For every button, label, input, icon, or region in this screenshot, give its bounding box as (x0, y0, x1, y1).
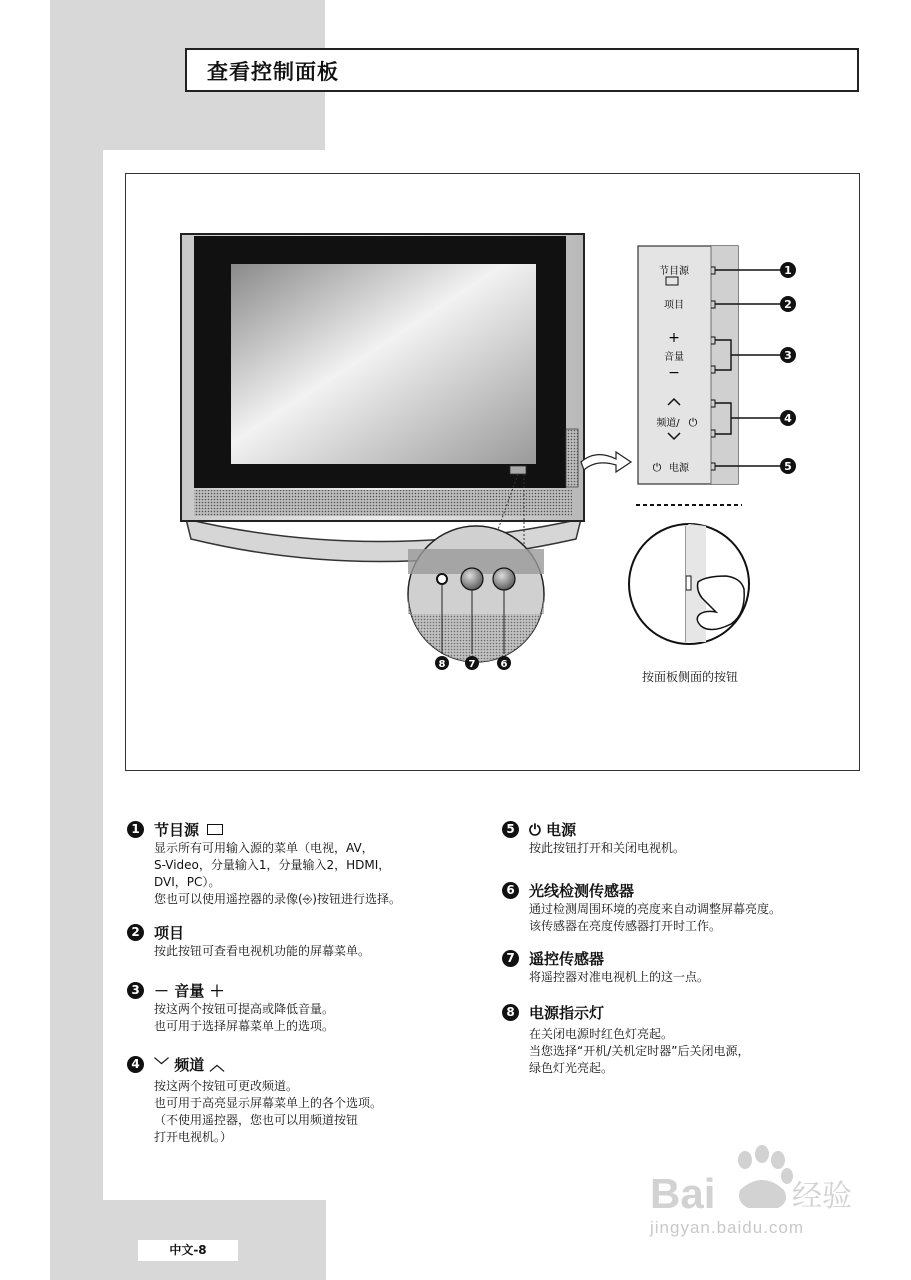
panel-label-channel: 频道/ (656, 418, 680, 429)
svg-text:8: 8 (438, 659, 446, 670)
item-1-title: 节目源 (154, 820, 200, 839)
tv-diagram (126, 174, 861, 772)
item-3-body: 按这两个按钮可提高或降低音量。 也可用于选择屏幕菜单上的选项。 (154, 1002, 335, 1033)
item-3: 3 － 音量 ＋ 按这两个按钮可提高或降低音量。 也可用于选择屏幕菜单上的选项。 (127, 979, 467, 1035)
item-4-title: ﹀ 频道 ︿ (154, 1055, 225, 1074)
callout-2 (780, 296, 796, 312)
item-7: 7 遥控传感器 将遥控器对准电视机上的这一点。 (502, 947, 862, 986)
input-source-icon (207, 824, 223, 835)
page-title-box (185, 48, 859, 92)
baidu-watermark-logo (640, 1140, 870, 1260)
svg-text:−: − (668, 365, 680, 381)
svg-text:5: 5 (784, 460, 792, 473)
callout-5 (780, 458, 796, 474)
speaker-grille (194, 490, 572, 516)
page-title: 查看控制面板 (207, 60, 339, 84)
item-1: 1 节目源 显示所有可用输入源的菜单（电视，AV， S-Video，分量输入1，分量输入2，HDMI， DVI，PC）。 您也可以使用遥控器的录像(⎆)按钮进行选择。 (127, 818, 467, 908)
item-8-body: 在关闭电源时红色灯亮起。 当您选择“开机/关机定时器”后关闭电源， 绿色灯光亮起。 (529, 1027, 750, 1075)
item-3-title: － 音量 ＋ (154, 981, 225, 1000)
arrow-to-panel (581, 452, 631, 472)
callout-6 (497, 656, 511, 670)
svg-text:3: 3 (784, 349, 792, 362)
svg-text:+: + (668, 330, 680, 346)
svg-text:Bai: Bai (650, 1170, 716, 1217)
callout-4 (780, 410, 796, 426)
svg-text:⏻: ⏻ (688, 416, 698, 429)
item-2-body: 按此按钮可查看电视机功能的屏幕菜单。 (154, 944, 371, 958)
svg-text:2: 2 (784, 298, 792, 311)
panel-label-menu: 项目 (664, 300, 684, 311)
item-6-body: 通过检测周围环境的亮度来自动调整屏幕亮度。 该传感器在亮度传感器打开时工作。 (529, 902, 782, 933)
svg-text:⏻: ⏻ (652, 461, 662, 474)
gray-margin-side (50, 150, 103, 1280)
panel-label-power: 电源 (669, 463, 689, 474)
svg-text:6: 6 (500, 659, 508, 670)
side-panel-caption: 按面板侧面的按钮 (642, 670, 739, 684)
item-2-title: 项目 (154, 923, 185, 942)
svg-text:7: 7 (468, 659, 476, 670)
item-5-body: 按此按钮打开和关闭电视机。 (529, 841, 686, 855)
item-2: 2 项目 按此按钮可查看电视机功能的屏幕菜单。 (127, 921, 467, 960)
item-8-title: 电源指示灯 (529, 1003, 605, 1022)
svg-text:1: 1 (784, 264, 792, 277)
item-4: 4 ﹀ 频道 ︿ 按这两个按钮可更改频道。 也可用于高亮显示屏幕菜单上的各个选项。 （不使用遥控器，您也可以用频道按钮 打开电视机。） (127, 1053, 467, 1146)
control-panel-figure (125, 173, 860, 771)
svg-text:经验: 经验 (792, 1180, 852, 1213)
item-5: 5 ⏻ 电源 按此按钮打开和关闭电视机。 (502, 818, 862, 857)
callout-3 (780, 347, 796, 363)
tv-screen (231, 264, 536, 464)
item-6-title: 光线检测传感器 (529, 881, 635, 900)
item-7-body: 将遥控器对准电视机上的这一点。 (529, 970, 710, 984)
item-8: 8 电源指示灯 在关闭电源时红色灯亮起。 当您选择“开机/关机定时器”后关闭电源， 绿色灯光亮起。 (502, 1001, 862, 1077)
finger-press-illustration (629, 524, 749, 644)
panel-label-source: 节目源 (659, 266, 689, 277)
item-5-title: ⏻ 电源 (529, 820, 577, 839)
page-number: 中文-8 (138, 1240, 238, 1261)
item-4-body: 按这两个按钮可更改频道。 也可用于高亮显示屏幕菜单上的各个选项。 （不使用遥控器，您也可以用频道按钮 打开电视机。） (154, 1079, 383, 1144)
watermark-url: jingyan.baidu.com (650, 1218, 805, 1237)
callout-1 (780, 262, 796, 278)
callout-7 (465, 656, 479, 670)
callout-8 (435, 656, 449, 670)
item-7-title: 遥控传感器 (529, 949, 605, 968)
panel-label-volume: 音量 (664, 352, 684, 363)
item-6: 6 光线检测传感器 通过检测周围环境的亮度来自动调整屏幕亮度。 该传感器在亮度传感器打开时工作。 (502, 879, 862, 935)
item-1-body: 显示所有可用输入源的菜单（电视，AV， S-Video，分量输入1，分量输入2，HDMI， DVI，PC）。 您也可以使用遥控器的录像(⎆)按钮进行选择。 (154, 841, 401, 906)
svg-text:4: 4 (784, 412, 792, 425)
